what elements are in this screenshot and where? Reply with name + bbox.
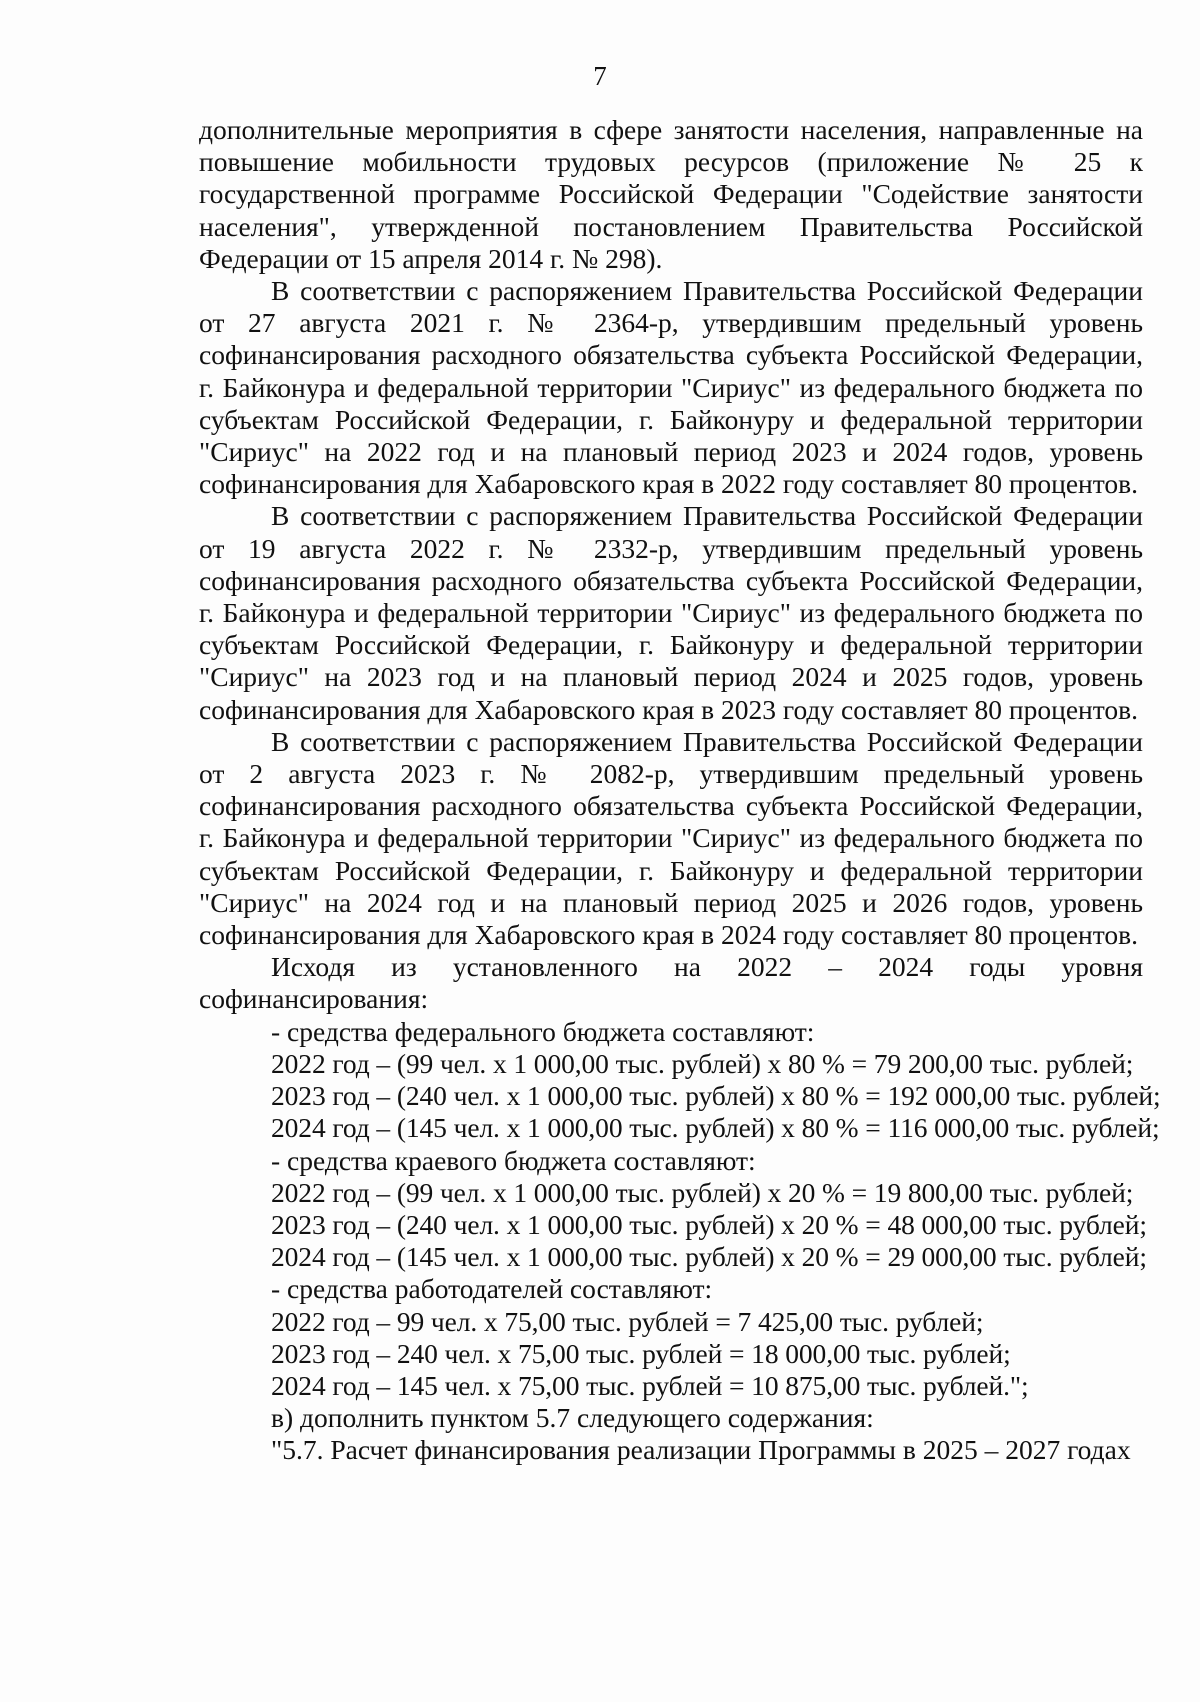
- amendment-instruction: в) дополнить пунктом 5.7 следующего содержания:: [271, 1402, 874, 1434]
- paragraph-continuation: дополнительные мероприятия в сфере занятости населения, направленные на повышение мобильности трудовых ресурсов (приложение № 25 к государственной программе Российской Федерации "Содействие занятости населения", утвержденной постановлением Правительства Российской Федерации от 15 апреля 2014 г. № 298).: [199, 114, 1143, 274]
- section-5-7-heading: "5.7. Расчет финансирования реализации Программы в 2025 – 2027 годах: [271, 1434, 1131, 1466]
- paragraph-order-2021: В соответствии с распоряжением Правительства Российской Федерации от 27 августа 2021 г. № 2364-р, утвердившим предельный уровень софинансирования расходного обязательства субъекта Российской Федерации, г. Байконура и федеральной территории "Сириус" из федерального бюджета по субъектам Российской Федерации, г. Байконуру и федеральной территории "Сириус" на 2022 год и на плановый период 2023 и 2024 годов, уровень софинансирования для Хабаровского края в 2022 году составляет 80 процентов.: [199, 275, 1143, 500]
- document-body: [199, 114, 1161, 1467]
- federal-budget-line-2024: 2024 год – (145 чел. x 1 000,00 тыс. рублей) x 80 % = 116 000,00 тыс. рублей;: [271, 1112, 1160, 1144]
- paragraph-cofinancing-intro: Исходя из установленного на 2022 – 2024 годы уровня софинансирования:: [199, 951, 1143, 1015]
- regional-budget-heading: - средства краевого бюджета составляют:: [271, 1144, 756, 1176]
- employers-funds-heading: - средства работодателей составляют:: [271, 1273, 713, 1305]
- paragraph-order-2022: В соответствии с распоряжением Правительства Российской Федерации от 19 августа 2022 г. № 2332-р, утвердившим предельный уровень софинансирования расходного обязательства субъекта Российской Федерации, г. Байконура и федеральной территории "Сириус" из федерального бюджета по субъектам Российской Федерации, г. Байконуру и федеральной территории "Сириус" на 2023 год и на плановый период 2024 и 2025 годов, уровень софинансирования для Хабаровского края в 2023 году составляет 80 процентов.: [199, 500, 1143, 725]
- regional-budget-line-2024: 2024 год – (145 чел. x 1 000,00 тыс. рублей) x 20 % = 29 000,00 тыс. рублей;: [271, 1241, 1147, 1273]
- paragraph-order-2023: В соответствии с распоряжением Правительства Российской Федерации от 2 августа 2023 г. № 2082-р, утвердившим предельный уровень софинансирования расходного обязательства субъекта Российской Федерации, г. Байконура и федеральной территории "Сириус" из федерального бюджета по субъектам Российской Федерации, г. Байконуру и федеральной территории "Сириус" на 2024 год и на плановый период 2025 и 2026 годов, уровень софинансирования для Хабаровского края в 2024 году составляет 80 процентов.: [199, 725, 1143, 951]
- federal-budget-line-2023: 2023 год – (240 чел. x 1 000,00 тыс. рублей) x 80 % = 192 000,00 тыс. рублей;: [271, 1080, 1161, 1112]
- federal-budget-heading: - средства федерального бюджета составляют:: [271, 1015, 815, 1047]
- employers-funds-line-2024: 2024 год – 145 чел. x 75,00 тыс. рублей = 10 875,00 тыс. рублей.";: [271, 1369, 1029, 1401]
- employers-funds-line-2023: 2023 год – 240 чел. x 75,00 тыс. рублей = 18 000,00 тыс. рублей;: [271, 1337, 1011, 1369]
- employers-funds-line-2022: 2022 год – 99 чел. x 75,00 тыс. рублей = 7 425,00 тыс. рублей;: [271, 1305, 984, 1337]
- regional-budget-line-2023: 2023 год – (240 чел. x 1 000,00 тыс. рублей) x 20 % = 48 000,00 тыс. рублей;: [271, 1208, 1147, 1240]
- federal-budget-line-2022: 2022 год – (99 чел. x 1 000,00 тыс. рублей) x 80 % = 79 200,00 тыс. рублей;: [271, 1047, 1134, 1079]
- regional-budget-line-2022: 2022 год – (99 чел. x 1 000,00 тыс. рублей) x 20 % = 19 800,00 тыс. рублей;: [271, 1176, 1134, 1208]
- page-number: 7: [593, 61, 607, 91]
